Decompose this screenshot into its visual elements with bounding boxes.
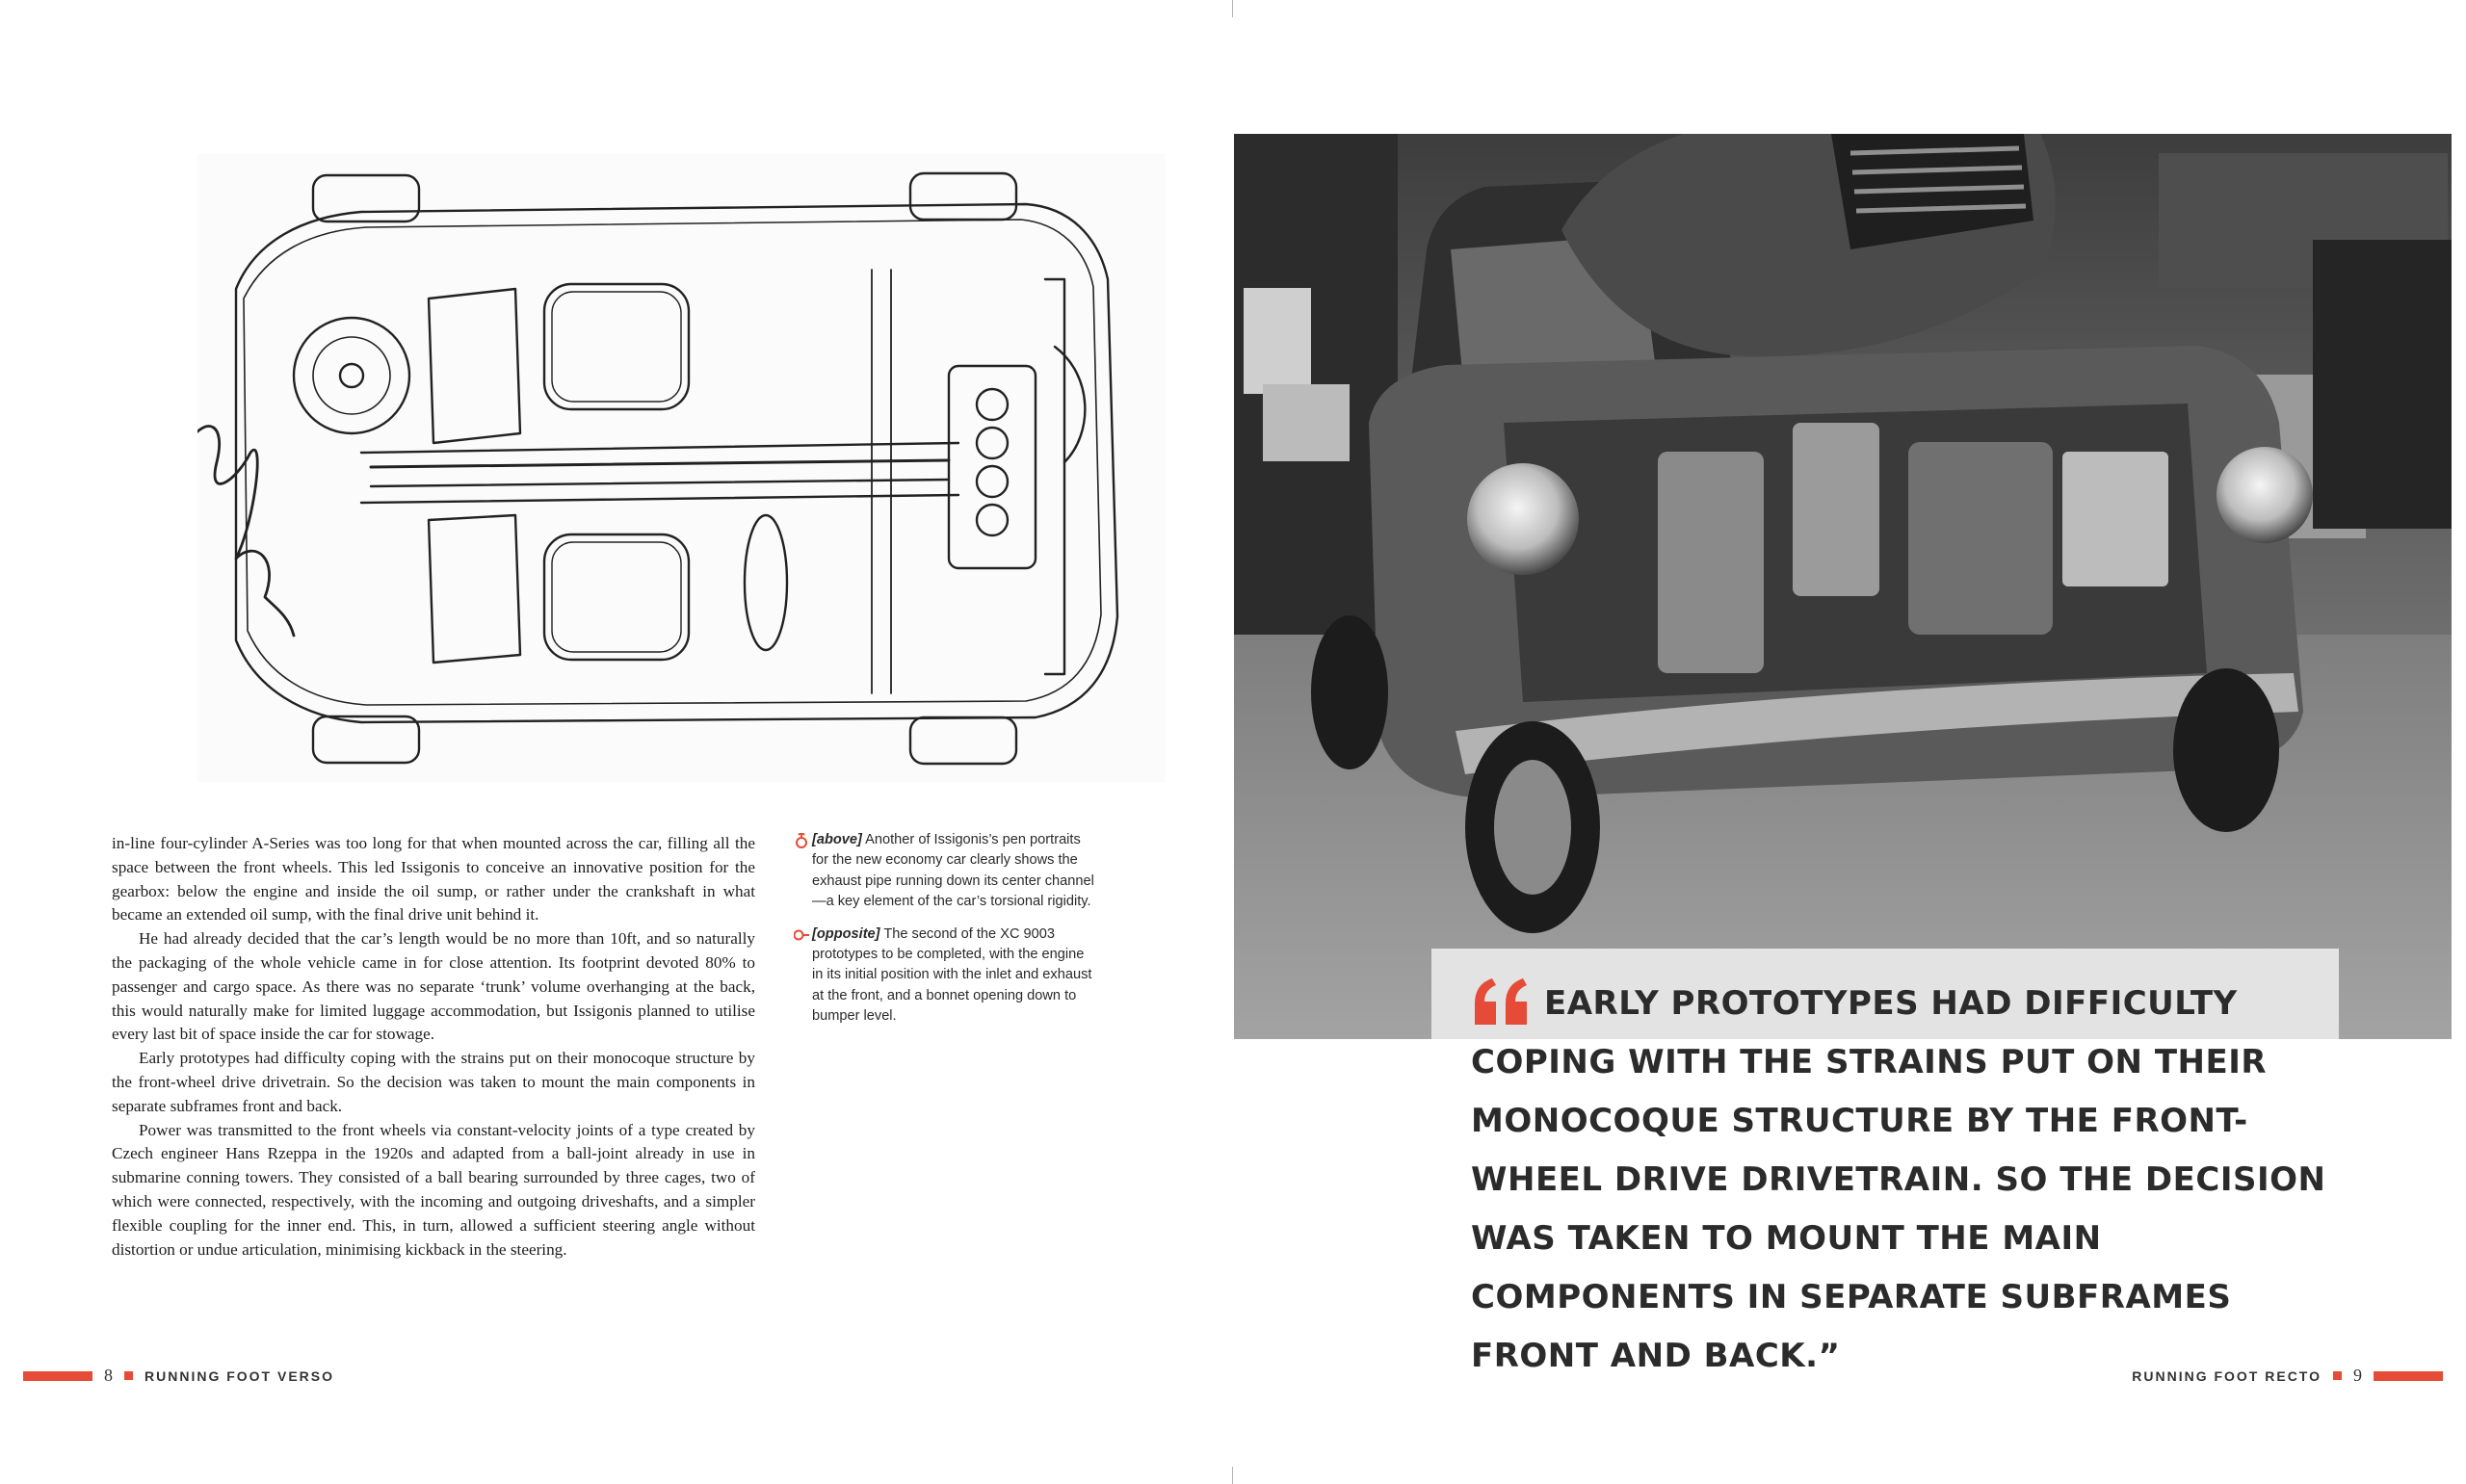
body-paragraph: He had already decided that the car’s length would be no more than 10ft, and so naturally the packaging of the whole vehicle came in for close attention. Its footprint devoted 80% to passenger and cargo space. As there was no separate ‘trunk’ volume overhanging at the back, this would naturally make for limited luggage accommodation, but Issigonis planned to utilise every last bit of space inside the car for stowage.	[112, 929, 755, 1044]
caption-text: The second of the XC 9003 prototypes to be completed, with the engine in its initial position with the inlet and exhaust at the front, and a bonnet opening down to bumper level.	[812, 925, 1092, 1025]
running-foot-verso	[23, 1366, 334, 1386]
caption-tag: [above]	[812, 832, 862, 847]
circle-arrow-up-icon	[794, 833, 809, 848]
page-number-left: 8	[104, 1366, 113, 1385]
body-paragraph: in-line four-cylinder A-Series was too long for that when mounted across the car, filling all the space between the front wheels. This led Issigonis to conceive an innovative position for the gearbox: below the engine and inside the oil sump, or rather under the crankshaft in what became an extended oil sump, with the final drive unit behind it.	[112, 834, 755, 924]
caption-tag: [opposite]	[812, 925, 880, 942]
foot-square-bullet	[124, 1371, 133, 1380]
pull-quote-first-line: EARLY PROTOTYPES HAD DIFFICULTY	[1544, 984, 2238, 1023]
body-paragraph: Power was transmitted to the front wheels via constant-velocity joints of a type created by Czech engineer Hans Rzeppa in the 1920s and adapted from a ball-joint already in use in submarine conning towers. They consisted of a ball bearing surrounded by three cages, two of which were connected, respectively, with the incoming and outgoing driveshafts, and a simpler flexible coupling for the inner end. This, in turn, allowed a sufficient steering angle without distortion or undue articulation, minimising kickback in the steering.	[112, 1120, 755, 1259]
gutter-crop-mark-bottom	[1232, 1467, 1233, 1484]
captions	[794, 830, 1098, 1039]
foot-accent-bar	[23, 1371, 92, 1381]
caption-text: Another of Issigonis’s pen portraits for the new economy car clearly shows the exhaust pipe running down its center channel—a key element of the car’s torsional rigidity.	[812, 832, 1094, 910]
prototype-car-photo	[1234, 134, 2452, 1039]
caption-above	[794, 830, 1098, 913]
running-foot-recto	[2132, 1366, 2443, 1386]
circle-arrow-right-icon	[794, 927, 809, 943]
foot-square-bullet	[2333, 1371, 2342, 1380]
page-number-right: 9	[2353, 1366, 2362, 1385]
caption-opposite	[794, 924, 1098, 1028]
pull-quote-rest: COPING WITH THE STRAINS PUT ON THEIR MONOCOQUE STRUCTURE BY THE FRONT-WHEEL DRIVE DRIVETRAIN. SO THE DECISION WAS TAKEN TO MOUNT THE MAIN COMPONENTS IN SEPARATE SUBFRAMES FRONT AND BACK.”	[1471, 1043, 2326, 1375]
body-paragraph: Early prototypes had difficulty coping with the strains put on their monocoque structure by the front-wheel drive drivetrain. So the decision was taken to mount the main components in separate subframes front and back.	[112, 1049, 755, 1115]
body-text	[112, 832, 755, 1262]
pull-quote	[1471, 975, 2338, 1386]
pen-sketch-floorpan	[197, 154, 1166, 782]
gutter-crop-mark-top	[1232, 0, 1233, 17]
running-foot-label-right: RUNNING FOOT RECTO	[2132, 1367, 2322, 1384]
running-foot-label-left: RUNNING FOOT VERSO	[144, 1367, 335, 1384]
foot-accent-bar	[2374, 1371, 2443, 1381]
